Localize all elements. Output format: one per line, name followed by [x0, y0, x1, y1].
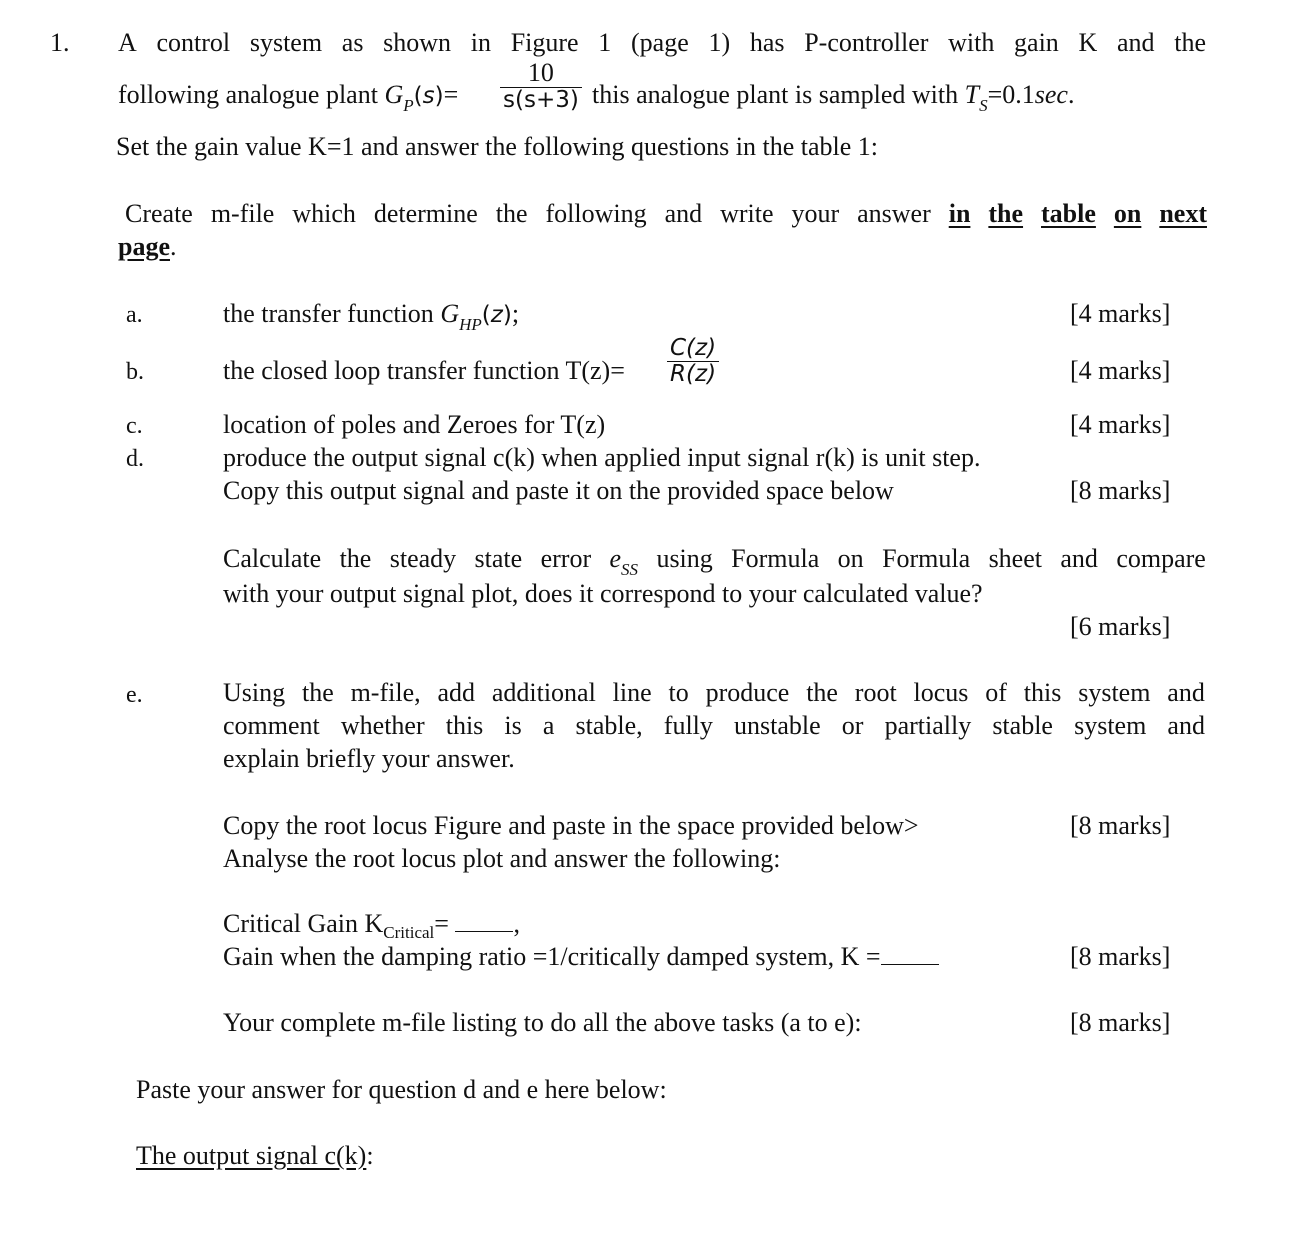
damping-gain-marks: [8 marks]	[1070, 942, 1171, 971]
plant-fraction	[500, 60, 582, 112]
part-e-word: m-file,	[350, 678, 421, 707]
ess-word: Calculate	[223, 544, 322, 573]
ess-word: on	[837, 544, 864, 573]
intro-word: in	[470, 28, 491, 57]
listing-marks: [8 marks]	[1070, 1008, 1171, 1037]
instruction-word: your	[791, 199, 840, 228]
part-e-word: root	[854, 678, 897, 707]
ts-sub: S	[979, 96, 988, 115]
ess-word: state	[474, 544, 523, 573]
part-b-marks: [4 marks]	[1070, 356, 1171, 385]
part-e-word: produce	[705, 678, 790, 707]
part-e-word: a	[542, 711, 555, 740]
part-e-word: additional	[491, 678, 596, 707]
intro-word: and	[1116, 28, 1155, 57]
gp-symbol: G	[384, 80, 404, 109]
closed-loop-fraction	[667, 337, 719, 386]
part-e-word: Using	[223, 678, 286, 707]
intro-word: has	[749, 28, 785, 57]
gp-arg: s	[422, 83, 435, 109]
ts-symbol: T	[964, 80, 980, 109]
ess-line-1	[223, 544, 1206, 579]
part-e-word: system	[1074, 711, 1147, 740]
instruction-word: determine	[373, 199, 478, 228]
part-e-word: the	[301, 678, 334, 707]
ess-word: the	[339, 544, 372, 573]
part-e-line-3: explain briefly your answer.	[223, 744, 515, 773]
intro-line-1	[118, 30, 1206, 56]
ts-value: =0.1	[987, 80, 1035, 109]
part-e-word: to	[668, 678, 689, 707]
intro-line-2-middle: this analogue plant is sampled with	[592, 80, 965, 109]
intro-word: 1	[598, 28, 612, 57]
instruction-line-2: page.	[118, 232, 177, 261]
part-e-word: unstable	[734, 711, 821, 740]
instruction-word: following	[545, 199, 647, 228]
instruction-emphasis-word: the	[988, 199, 1024, 228]
intro-word: 1)	[708, 28, 731, 57]
instruction-word: and	[664, 199, 703, 228]
critical-gain-blank[interactable]	[455, 911, 513, 932]
intro-line-2: following analogue plant $G_P(s)=$	[118, 80, 459, 115]
instruction-emphasis-word: table	[1041, 199, 1096, 228]
part-e-word: of	[985, 678, 1007, 707]
intro-word: with	[948, 28, 995, 57]
output-signal-label: The output signal c(k):	[136, 1141, 374, 1170]
instruction-word: write	[720, 199, 774, 228]
ess-word: using	[656, 544, 713, 573]
part-e-word: stable,	[575, 711, 643, 740]
plant-denominator: s(s+3)	[503, 87, 579, 113]
intro-line-2-tail	[592, 80, 1075, 115]
instruction-word: which	[292, 199, 356, 228]
ghp-sub: HP	[459, 315, 482, 334]
part-e-word: this	[445, 711, 484, 740]
damping-gain-blank[interactable]	[881, 944, 939, 965]
instruction-word: Create	[125, 199, 193, 228]
ess-word: Formula	[731, 544, 820, 573]
instruction-emphasis-page: page	[118, 232, 170, 261]
part-e-line-2	[223, 713, 1205, 739]
intro-word: control	[156, 28, 231, 57]
part-d-label: d.	[126, 446, 144, 472]
instruction-word: answer	[857, 199, 931, 228]
gp-equals: =	[443, 80, 459, 109]
ess-word: and	[1060, 544, 1098, 573]
part-b-text: the closed loop transfer function T(z)=	[223, 356, 625, 385]
intro-word: the	[1174, 28, 1206, 57]
instruction-emphasis-word: in	[948, 199, 971, 228]
listing-line: Your complete m-file listing to do all the above tasks (a to e):	[223, 1008, 862, 1037]
part-e-word: and	[1167, 678, 1205, 707]
paste-instruction: Paste your answer for question d and e here below:	[136, 1075, 667, 1104]
part-e-word: or	[841, 711, 864, 740]
copy-root-locus-line: Copy the root locus Figure and paste in the space provided below>	[223, 811, 919, 840]
part-e-word: stable	[992, 711, 1053, 740]
intro-word: shown	[383, 28, 452, 57]
closed-loop-numerator: C(z)	[670, 335, 717, 361]
analyse-line: Analyse the root locus plot and answer the following:	[223, 844, 781, 873]
part-e-line-1	[223, 680, 1205, 706]
intro-word: P-controller	[804, 28, 929, 57]
part-b-label: b.	[126, 359, 144, 385]
plant-numerator: 10	[527, 58, 554, 87]
part-e-word: this	[1023, 678, 1062, 707]
intro-word: (page	[631, 28, 689, 57]
part-e-word: system	[1078, 678, 1151, 707]
intro-word: A	[118, 28, 137, 57]
part-e-word: add	[437, 678, 475, 707]
intro-word: K	[1078, 28, 1098, 57]
intro-word: Figure	[510, 28, 579, 57]
part-e-word: partially	[884, 711, 972, 740]
intro-line-3: Set the gain value K=1 and answer the following questions in the table 1:	[116, 132, 878, 161]
part-a-text: the transfer function $G_{HP}(z)$;	[223, 299, 520, 334]
part-e-word: fully	[663, 711, 713, 740]
ess-word: compare	[1116, 544, 1206, 573]
part-e-word: comment	[223, 711, 320, 740]
part-a-marks: [4 marks]	[1070, 299, 1171, 328]
ess-word: error	[540, 544, 592, 573]
instruction-word: the	[495, 199, 528, 228]
instruction-emphasis-word: on	[1113, 199, 1142, 228]
ghp-symbol: G	[440, 299, 460, 328]
part-a-label: a.	[126, 302, 143, 328]
part-e-word: locus	[913, 678, 969, 707]
part-c-text: location of poles and Zeroes for T(z)	[223, 410, 606, 439]
part-e-word: line	[612, 678, 652, 707]
part-d-line-1: produce the output signal c(k) when applied input signal r(k) is unit step.	[223, 443, 981, 472]
instruction-word: m-file	[210, 199, 275, 228]
ess-word: Formula	[882, 544, 971, 573]
critical-gain-line: Critical Gain $K_{Critical}=$ ,	[223, 909, 520, 942]
ts-unit: sec	[1034, 80, 1068, 109]
part-c-label: c.	[126, 413, 143, 439]
ess-word: steady	[389, 544, 457, 573]
ts-end: .	[1067, 80, 1075, 109]
part-e-word: and	[1167, 711, 1205, 740]
ess-symbol: $e_{SS}$	[609, 544, 639, 579]
ess-marks: [6 marks]	[1070, 612, 1171, 641]
ess-line-2: with your output signal plot, does it correspond to your calculated value?	[223, 579, 983, 608]
ess-word: sheet	[988, 544, 1042, 573]
intro-word: as	[341, 28, 364, 57]
part-d-line-2: Copy this output signal and paste it on the provided space below	[223, 476, 894, 505]
closed-loop-denominator: R(z)	[670, 361, 717, 387]
intro-word: system	[249, 28, 323, 57]
part-e-word: is	[504, 711, 522, 740]
part-e-word: whether	[340, 711, 425, 740]
question-number: 1.	[50, 28, 70, 57]
intro-word: gain	[1014, 28, 1059, 57]
damping-gain-line: Gain when the damping ratio =1/critically damped system, K =	[223, 944, 939, 970]
part-e-label: e.	[126, 682, 143, 708]
instruction-line-1	[125, 201, 1207, 227]
copy-root-locus-marks: [8 marks]	[1070, 811, 1171, 840]
part-d-marks: [8 marks]	[1070, 476, 1171, 505]
intro-line-2-prefix: following analogue plant	[118, 80, 385, 109]
part-c-marks: [4 marks]	[1070, 410, 1171, 439]
gp-sub: P	[403, 96, 414, 115]
instruction-emphasis-word: next	[1159, 199, 1207, 228]
part-e-word: the	[806, 678, 838, 707]
